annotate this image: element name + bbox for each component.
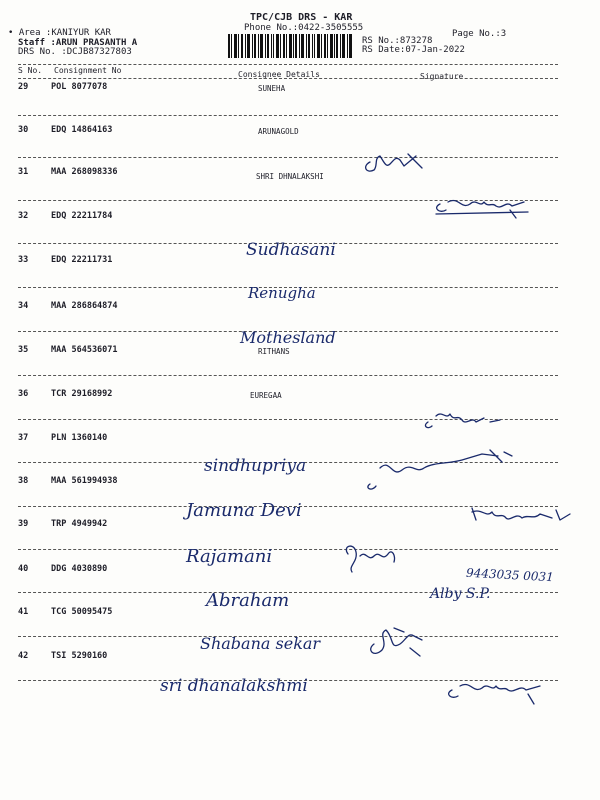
row-sno: 31 — [18, 167, 29, 177]
row-consignment: TCG 50095475 — [51, 607, 113, 617]
row-consignment: MAA 268098336 — [51, 167, 118, 177]
row-consignee: RITHANS — [258, 347, 290, 356]
row-sno: 29 — [18, 82, 29, 92]
row-sno: 32 — [18, 211, 29, 221]
row-sno: 35 — [18, 345, 29, 355]
handwritten-name: Rajamani — [186, 546, 273, 567]
column-signature: Signature — [420, 72, 464, 81]
drs-number: DRS No. :DCJB87327803 — [18, 47, 132, 57]
signature-scribble — [338, 536, 402, 580]
signature-scribble — [420, 402, 510, 432]
row-consignee: SHRI DHNALAKSHI — [256, 172, 324, 181]
row-divider — [18, 549, 558, 550]
phone-number: Phone No.:0422-3505555 — [244, 23, 364, 33]
signature-scribble — [364, 620, 434, 664]
row-sno: 38 — [18, 476, 29, 486]
area-value: Area :KANIYUR KAR — [18, 28, 111, 38]
row-consignee: SUNEHA — [258, 84, 286, 93]
row-divider — [18, 157, 558, 158]
column-consignment: Consignment No — [54, 66, 122, 75]
signature-scribble — [468, 500, 578, 530]
column-sno: S No. — [18, 66, 43, 75]
row-consignment: MAA 286864874 — [51, 301, 118, 311]
handwritten-name: Sudhasani — [246, 240, 336, 260]
row-sno: 39 — [18, 519, 29, 529]
row-consignment: POL 8077078 — [51, 82, 108, 92]
handwritten-name: Renugha — [248, 284, 316, 302]
barcode-icon — [228, 34, 352, 58]
row-sno: 37 — [18, 433, 29, 443]
handwritten-name: Shabana sekar — [200, 634, 321, 653]
document-title: TPC/CJB DRS - KAR — [250, 12, 353, 23]
row-sno: 30 — [18, 125, 29, 135]
row-sno: 34 — [18, 301, 29, 311]
row-sno: 36 — [18, 389, 29, 399]
signature-scribble — [362, 444, 522, 494]
handwritten-name: Abraham — [206, 590, 290, 611]
signature-scribble — [360, 144, 430, 178]
row-consignment: MAA 564536071 — [51, 345, 118, 355]
column-consignee: Consignee Details — [238, 70, 320, 79]
header-divider-bottom — [18, 78, 558, 79]
row-consignment: EDQ 22211784 — [51, 211, 113, 221]
rs-number: RS No.:873278 — [362, 36, 433, 46]
handwritten-phone: 9443035 0031 — [465, 565, 555, 585]
bullet-icon: • — [8, 28, 14, 38]
row-consignment: DDG 4030890 — [51, 564, 108, 574]
row-sno: 33 — [18, 255, 29, 265]
handwritten-name: Jamuna Devi — [186, 500, 302, 521]
row-consignment: TSI 5290160 — [51, 651, 108, 661]
signature-scribble — [432, 188, 532, 218]
handwritten-name: sri dhanalakshmi — [160, 676, 308, 696]
handwritten-name: Mothesland — [240, 328, 336, 347]
header-divider-top — [18, 64, 558, 65]
page-number: Page No.:3 — [452, 29, 507, 39]
row-consignment: EDQ 22211731 — [51, 255, 113, 265]
row-consignment: TCR 29168992 — [51, 389, 113, 399]
row-consignment: TRP 4949942 — [51, 519, 108, 529]
row-sno: 40 — [18, 564, 29, 574]
handwritten-signature-text: Alby S.P. — [430, 586, 491, 602]
row-divider — [18, 375, 558, 376]
row-consignment: EDQ 14864163 — [51, 125, 113, 135]
row-consignee: EUREGAA — [250, 391, 282, 400]
handwritten-name: sindhupriya — [204, 456, 307, 476]
row-consignment: PLN 1360140 — [51, 433, 108, 443]
staff-label: Staff :ARUN PRASANTH A — [18, 38, 138, 48]
row-sno: 42 — [18, 651, 29, 661]
row-divider — [18, 115, 558, 116]
rs-date: RS Date:07-Jan-2022 — [362, 45, 465, 55]
row-sno: 41 — [18, 607, 29, 617]
signature-scribble — [444, 672, 554, 706]
row-consignment: MAA 561994938 — [51, 476, 118, 486]
row-consignee: ARUNAGOLD — [258, 127, 299, 136]
area-label — [8, 28, 111, 38]
